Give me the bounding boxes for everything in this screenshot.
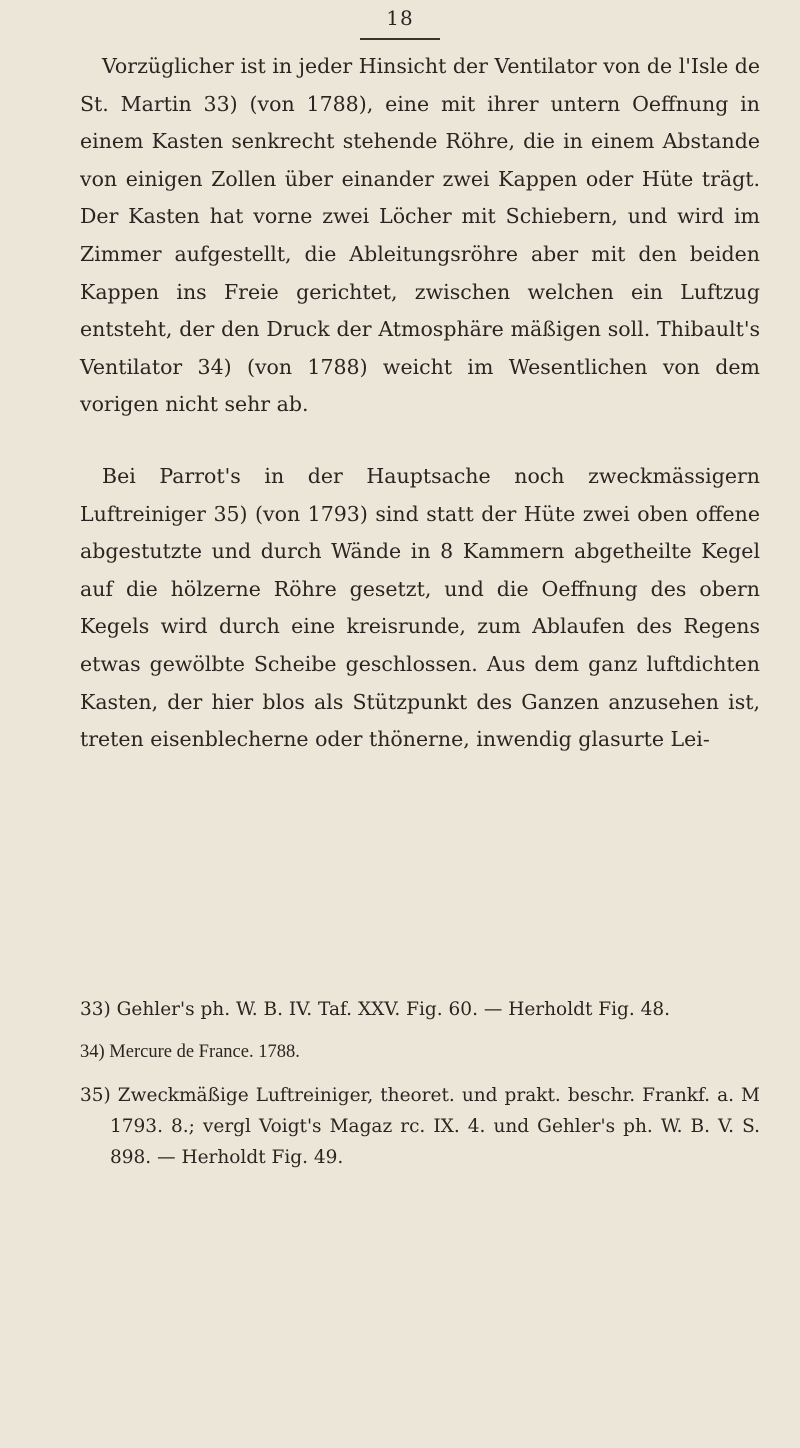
footnote-34: 34) Mercure de France. 1788. xyxy=(80,1042,300,1062)
footnote-35: 35) Zweckmäßige Luftreiniger, theoret. und prakt. beschr. Frankf. a. M 1793. 8.; vergl Voigt's Magaz rc. IX. 4. und Gehler's ph. W. B. V. S. 898. — Herholdt Fig. 49. xyxy=(80,1085,760,1168)
page-number: 18 xyxy=(386,6,414,30)
footnotes xyxy=(80,994,760,1185)
paragraph-1: Vorzüglicher ist in jeder Hinsicht der Ventilator von de l'Isle de St. Martin 33) (von 1788), eine mit ihrer untern Oeffnung in einem Kasten senkrecht stehende Röhre, die in einem Abstande von einigen Zollen über einander zwei Kappen oder Hüte trägt. Der Kasten hat vorne zwei Löcher mit Schiebern, und wird im Zimmer aufgestellt, die Ableitungsröhre aber mit den beiden Kappen ins Freie gerichtet, zwischen welchen ein Luftzug entsteht, der den Druck der Atmosphäre mäßigen soll. Thibault's Ventilator 34) (von 1788) weicht im Wesentlichen von dem vorigen nicht sehr ab. xyxy=(80,54,760,417)
body-text xyxy=(80,48,760,759)
paragraph-2: Bei Parrot's in der Hauptsache noch zweckmässigern Luftreiniger 35) (von 1793) sind statt der Hüte zwei oben offene abgestutzte und durch Wände in 8 Kammern abgetheilte Kegel auf die hölzerne Röhre gesetzt, und die Oeffnung des obern Kegels wird durch eine kreisrunde, zum Ablaufen des Regens etwas gewölbte Scheibe geschlossen. Aus dem ganz luftdichten Kasten, der hier blos als Stützpunkt des Ganzen anzusehen ist, treten eisenblecherne oder thönerne, inwendig glasurte Lei- xyxy=(80,463,760,752)
footnote-33: 33) Gehler's ph. W. B. IV. Taf. XXV. Fig. 60. — Herholdt Fig. 48. xyxy=(80,999,671,1020)
header-rule xyxy=(360,38,440,40)
